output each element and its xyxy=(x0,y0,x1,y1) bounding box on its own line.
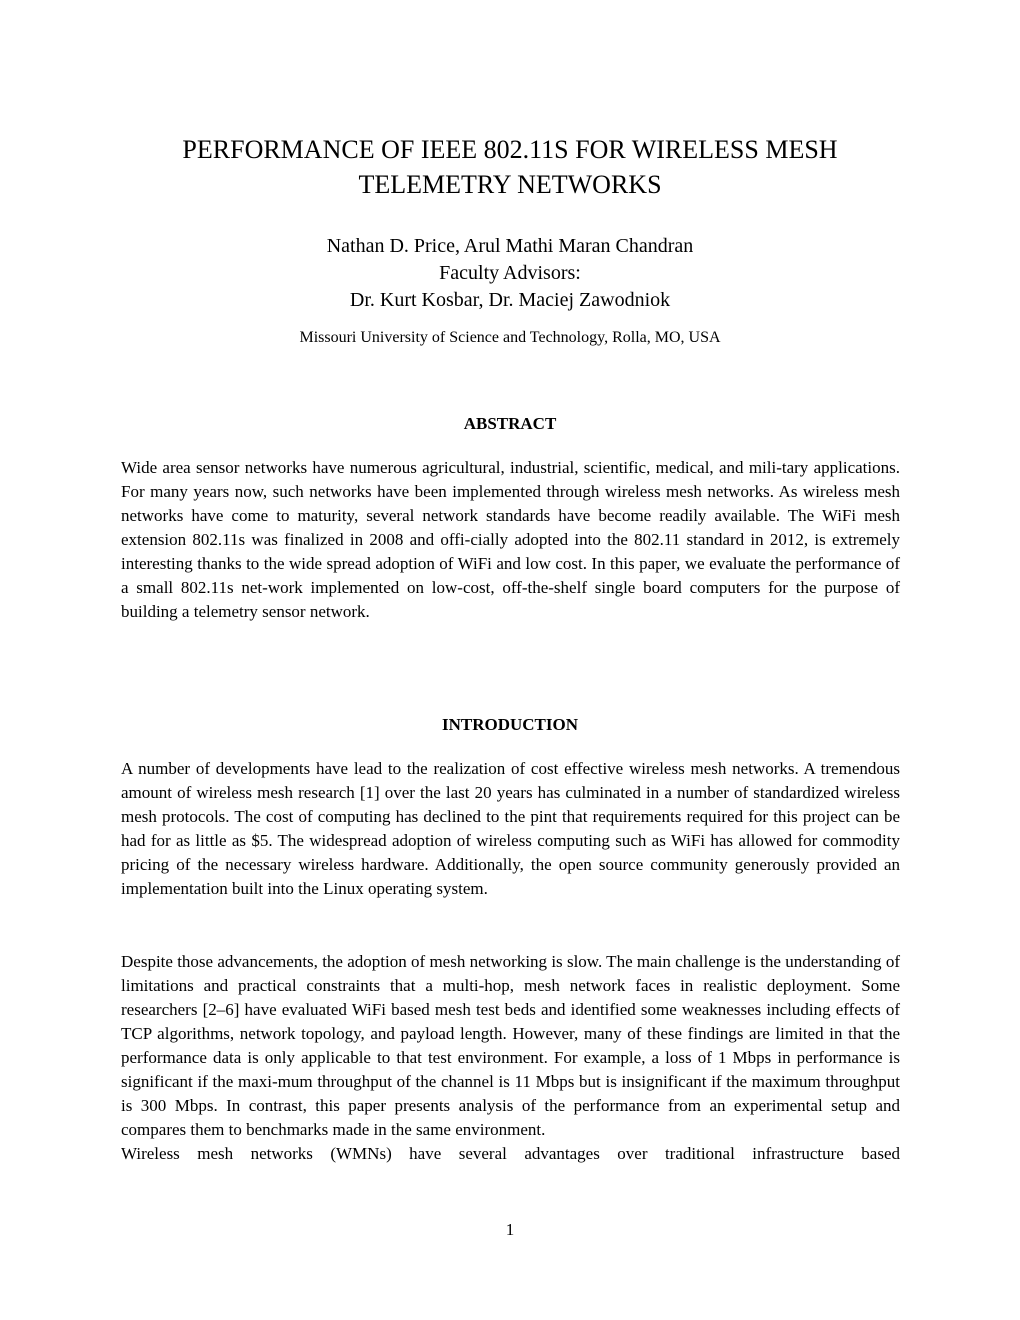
advisors-label: Faculty Advisors: xyxy=(439,262,581,284)
introduction-heading: INTRODUCTION xyxy=(441,715,579,734)
page-number: 1 xyxy=(505,1220,515,1239)
paper-title xyxy=(100,132,920,202)
introduction-paragraph-2-block xyxy=(121,950,900,1166)
introduction-paragraph-1: A number of developments have lead to the realization of cost effective wireless mesh networks. A tremendous amount of wireless mesh research [1] over the last 20 years has culminated in a number of standardized wireless mesh protocols. The cost of computing has declined to the pint that requirements required for this project can be had for as little as $5. The widespread adoption of wireless computing such as WiFi has allowed for commodity pricing of the necessary wireless hardware. Additionally, the open source community generously provided an implementation built into the Linux operating system. xyxy=(121,759,900,898)
abstract-heading: ABSTRACT xyxy=(463,414,557,433)
title-line-2: TELEMETRY NETWORKS xyxy=(358,170,662,199)
abstract-text: Wide area sensor networks have numerous agricultural, industrial, scientific, medical, and mili-tary applications. For many years now, such networks have been implemented through wireless mesh networks. As wireless mesh networks have come to maturity, several network standards have become readily available. The WiFi mesh extension 802.11s was finalized in 2008 and offi-cially adopted into the 802.11 standard in 2012, is extremely interesting thanks to the wide spread adoption of WiFi and low cost. In this paper, we evaluate the performance of a small 802.11s net-work implemented on low-cost, off-the-shelf single board computers for the purpose of building a telemetry sensor network. xyxy=(121,458,900,621)
author-names: Nathan D. Price, Arul Mathi Maran Chandran xyxy=(326,235,694,257)
title-line-1: PERFORMANCE OF IEEE 802.11S FOR WIRELESS MESH xyxy=(182,135,838,164)
introduction-paragraph-2: Despite those advancements, the adoption of mesh networking is slow. The main challenge is the understanding of limitations and practical constraints that a multi-hop, mesh network faces in realistic deployment. Some researchers [2–6] have evaluated WiFi based mesh test beds and identified some weaknesses including effects of TCP algorithms, network topology, and payload length. However, many of these findings are limited in that the performance data is only applicable to that test environment. For example, a loss of 1 Mbps in performance is significant if the maxi-mum throughput of the channel is 11 Mbps but is insignificant if the maximum throughput is 300 Mbps. In contrast, this paper presents analysis of the performance from an experimental setup and compares them to benchmarks made in the same environment. xyxy=(121,952,900,1139)
introduction-paragraph-3-start: Wireless mesh networks (WMNs) have several advantages over traditional infrastructure based xyxy=(121,1144,900,1163)
author-block xyxy=(100,233,920,314)
affiliation: Missouri University of Science and Technology, Rolla, MO, USA xyxy=(299,329,721,346)
advisor-names: Dr. Kurt Kosbar, Dr. Maciej Zawodniok xyxy=(349,289,671,311)
